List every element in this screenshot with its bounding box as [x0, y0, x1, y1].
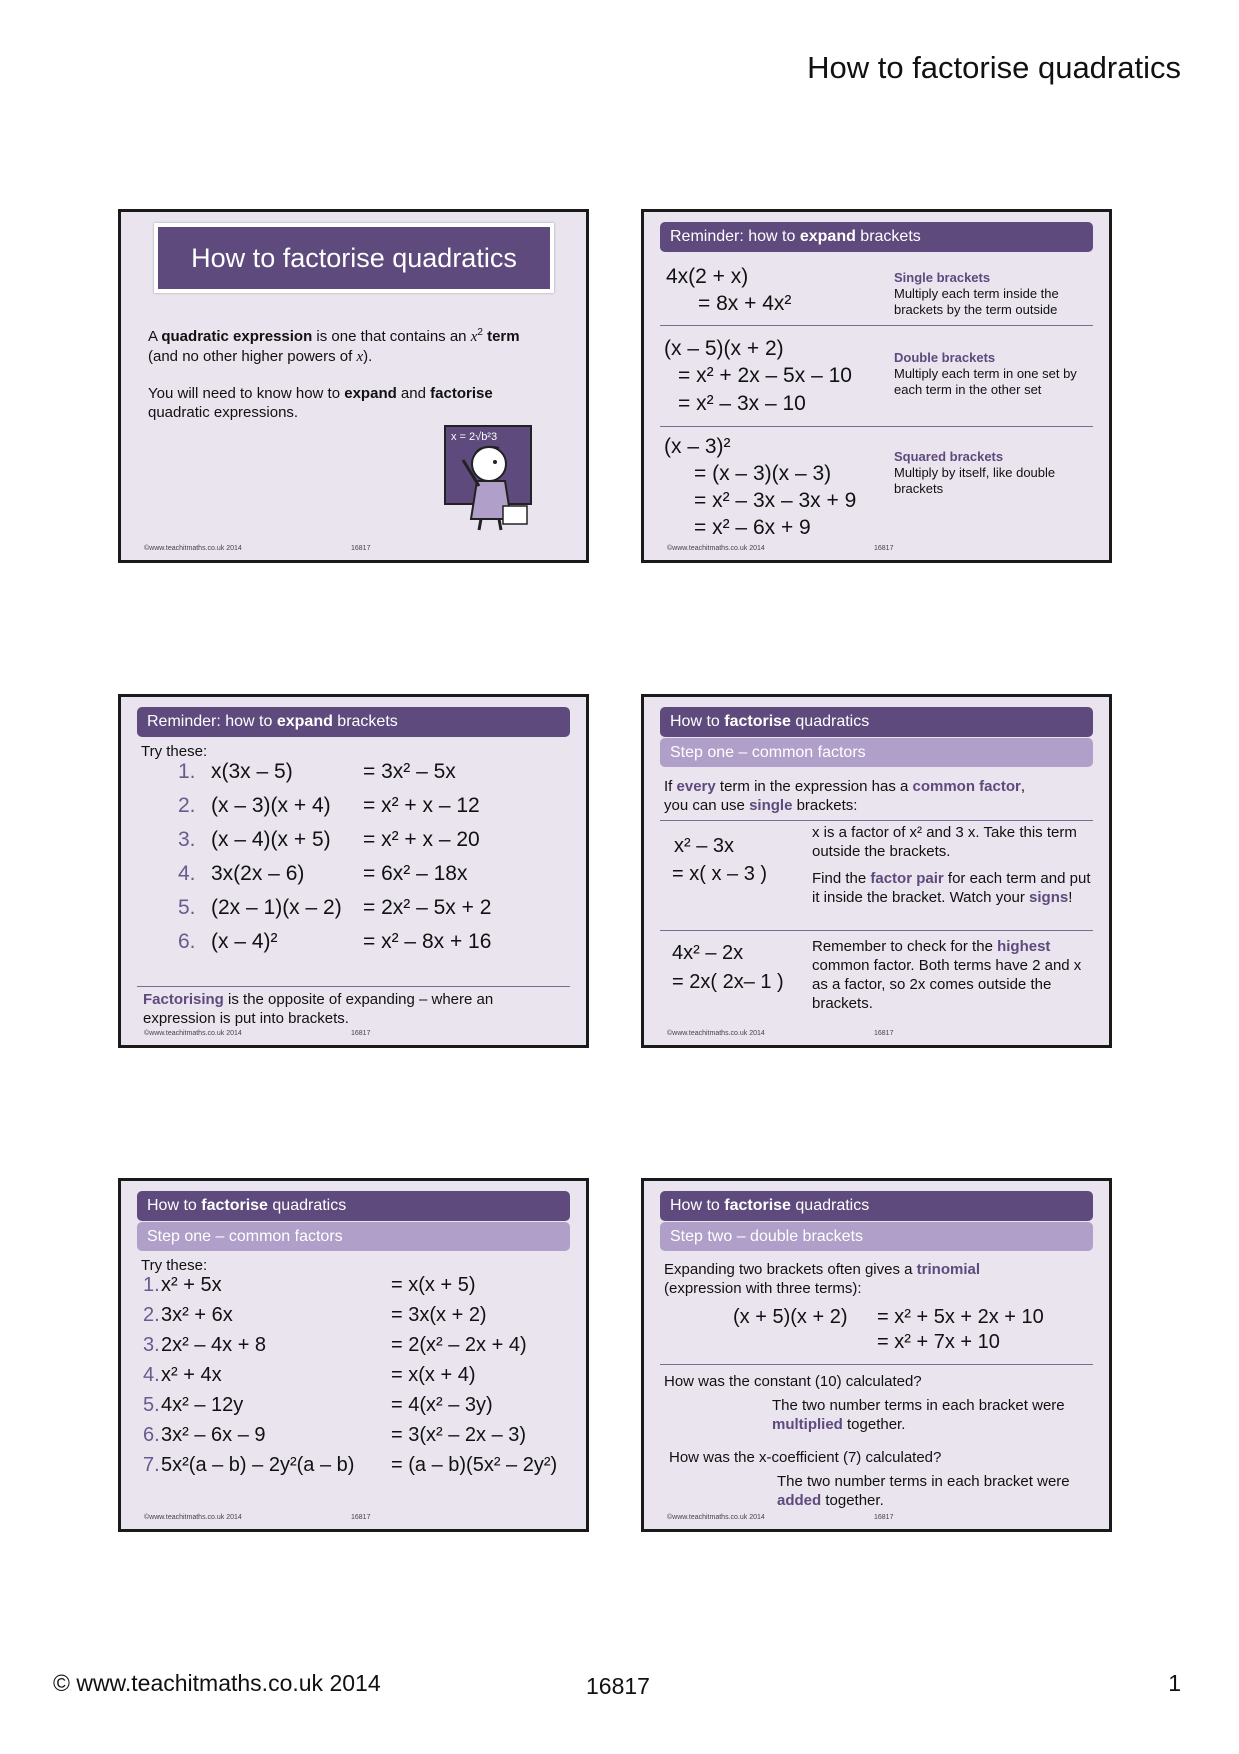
explain-3: Remember to check for the highest common factor. Both terms have 2 and x as a factor, so 2x comes outside the brackets.: [812, 938, 1082, 1012]
slide-footer-copyright: ©www.teachitmaths.co.uk 2014: [144, 545, 242, 552]
exercise-answer: = 2x² – 5x + 2: [363, 896, 492, 919]
page-number: 1: [1168, 1670, 1181, 1696]
exercise-question: (x – 3)(x + 4): [211, 794, 331, 817]
expr-brackets: (x + 5)(x + 2): [733, 1306, 848, 1328]
expr-squared-result: = x² – 6x + 9: [694, 516, 811, 539]
exercise-number: 2.: [178, 794, 196, 817]
divider: [660, 426, 1093, 427]
exercise-question: 3x² + 6x: [161, 1304, 233, 1326]
teacher-illustration: [441, 424, 541, 534]
slide-footer-code: 16817: [351, 1514, 371, 1521]
exercise-question: x² + 5x: [161, 1274, 222, 1296]
exercise-number: 5.: [143, 1394, 160, 1416]
slide-header: How to factorise quadratics: [660, 1191, 1093, 1221]
footer-copyright: © www.teachitmaths.co.uk 2014: [53, 1670, 381, 1696]
question-2: How was the x-coefficient (7) calculated?: [669, 1449, 942, 1466]
slide-header: How to factorise quadratics: [137, 1191, 570, 1221]
exercise-number: 3.: [143, 1334, 160, 1356]
exercise-answer: = x² + x – 12: [363, 794, 480, 817]
expr-squared: (x – 3)²: [664, 435, 731, 458]
exercise-number: 2.: [143, 1304, 160, 1326]
exercise-question: (x – 4)(x + 5): [211, 828, 331, 851]
divider: [660, 325, 1093, 326]
exercise-answer: = 3x(x + 2): [391, 1304, 487, 1326]
expr-2-result: = 2x( 2x– 1 ): [672, 971, 784, 993]
slide-footer-copyright: ©www.teachitmaths.co.uk 2014: [144, 1514, 242, 1521]
exercise-number: 4.: [143, 1364, 160, 1386]
slide-subheader: Step one – common factors: [660, 738, 1093, 767]
expr-double-step: = x² + 2x – 5x – 10: [678, 364, 852, 387]
slide-header: How to factorise quadratics: [660, 707, 1093, 737]
slide-footer-code: 16817: [351, 1030, 371, 1037]
divider: [660, 820, 1093, 821]
exercise-number: 5.: [178, 896, 196, 919]
intro-text: Expanding two brackets often gives a trinomial (expression with three terms):: [664, 1261, 980, 1297]
slide-subheader: Step one – common factors: [137, 1222, 570, 1251]
expr-squared-step2: = x² – 3x – 3x + 9: [694, 489, 857, 512]
slide-3: [118, 694, 589, 1048]
slide-footer-code: 16817: [874, 1030, 894, 1037]
exercise-question: 3x(2x – 6): [211, 862, 305, 885]
intro-text: If every term in the expression has a common factor, you can use single brackets:: [664, 778, 1026, 814]
explain-1: x is a factor of x² and 3 x. Take this term outside the brackets.: [812, 824, 1077, 860]
slide-4: [641, 694, 1112, 1048]
question-1: How was the constant (10) calculated?: [664, 1373, 922, 1390]
slide-subheader: Step two – double brackets: [660, 1222, 1093, 1251]
exercise-answer: = 3(x² – 2x – 3): [391, 1424, 527, 1446]
try-label: Try these:: [141, 743, 208, 760]
try-label: Try these:: [141, 1257, 208, 1274]
answer-1: The two number terms in each bracket were multiplied together.: [772, 1397, 1065, 1433]
slide-footer-copyright: ©www.teachitmaths.co.uk 2014: [144, 1030, 242, 1037]
exercise-number: 7.: [143, 1454, 160, 1476]
exercise-number: 3.: [178, 828, 196, 851]
exercise-answer: = x(x + 5): [391, 1274, 476, 1296]
footer-code: 16817: [586, 1673, 650, 1699]
exercise-answer: = 3x² – 5x: [363, 760, 456, 783]
divider: [660, 930, 1093, 931]
exercise-answer: = 6x² – 18x: [363, 862, 468, 885]
exercise-question: 2x² – 4x + 8: [161, 1334, 267, 1356]
slide-title: How to factorise quadratics: [158, 227, 550, 289]
explain-2: Find the factor pair for each term and put it inside the bracket. Watch your signs!: [812, 870, 1091, 906]
slide-footer-code: 16817: [874, 545, 894, 552]
answer-2: The two number terms in each bracket were added together.: [777, 1473, 1070, 1509]
expr-single: 4x(2 + x): [666, 265, 749, 288]
slide-footer-copyright: ©www.teachitmaths.co.uk 2014: [667, 1514, 765, 1521]
slide-1: [118, 209, 589, 563]
exercise-number: 4.: [178, 862, 196, 885]
expr-simplified: = x² + 7x + 10: [877, 1331, 1000, 1353]
page-title: How to factorise quadratics: [807, 50, 1181, 85]
exercise-question: 5x²(a – b) – 2y²(a – b): [161, 1454, 355, 1476]
exercise-question: 3x² – 6x – 9: [161, 1424, 266, 1446]
expr-2: 4x² – 2x: [672, 942, 744, 964]
exercise-number: 6.: [143, 1424, 160, 1446]
slide-footer-copyright: ©www.teachitmaths.co.uk 2014: [667, 1030, 765, 1037]
exercise-answer: = 2(x² – 2x + 4): [391, 1334, 527, 1356]
slide-title-box: [154, 223, 554, 293]
slide-header: Reminder: how to expand brackets: [137, 707, 570, 737]
exercise-question: x(3x – 5): [211, 760, 293, 783]
expr-1-result: = x( x – 3 ): [672, 863, 768, 885]
expr-double-result: = x² – 3x – 10: [678, 392, 806, 415]
label-squared: Squared brackets Multiply by itself, like double brackets: [894, 449, 1056, 496]
intro-text: You will need to know how to expand and factorise quadratic expressions.: [148, 385, 493, 421]
slide-header: Reminder: how to expand brackets: [660, 222, 1093, 252]
divider: [137, 986, 570, 987]
factorising-definition: Factorising is the opposite of expanding – where an expression is put into brackets.: [143, 991, 494, 1027]
slide-6: [641, 1178, 1112, 1532]
exercise-number: 1.: [178, 760, 196, 783]
expr-single-result: = 8x + 4x²: [698, 292, 792, 315]
exercise-answer: = x² – 8x + 16: [363, 930, 492, 953]
label-single: Single brackets Multiply each term inside the brackets by the term outside: [894, 270, 1059, 317]
expr-expanded: = x² + 5x + 2x + 10: [877, 1306, 1044, 1328]
exercise-number: 1.: [143, 1274, 160, 1296]
exercise-answer: = 4(x² – 3y): [391, 1394, 493, 1416]
slide-5: [118, 1178, 589, 1532]
label-double: Double brackets Multiply each term in one set by each term in the other set: [894, 350, 1077, 397]
exercise-question: x² + 4x: [161, 1364, 222, 1386]
expr-double: (x – 5)(x + 2): [664, 337, 784, 360]
expr-squared-step1: = (x – 3)(x – 3): [694, 462, 832, 485]
definition-text: A quadratic expression is one that contains an $x^2$ term (and no other higher powers of x).: [148, 327, 520, 365]
exercise-question: (2x – 1)(x – 2): [211, 896, 342, 919]
exercise-answer: = x(x + 4): [391, 1364, 476, 1386]
slide-footer-copyright: ©www.teachitmaths.co.uk 2014: [667, 545, 765, 552]
exercise-answer: = x² + x – 20: [363, 828, 480, 851]
slide-footer-code: 16817: [874, 1514, 894, 1521]
divider: [660, 1364, 1093, 1365]
exercise-number: 6.: [178, 930, 196, 953]
slide-footer-code: 16817: [351, 545, 371, 552]
exercise-answer: = (a – b)(5x² – 2y²): [391, 1454, 558, 1476]
slide-2: [641, 209, 1112, 563]
exercise-question: 4x² – 12y: [161, 1394, 244, 1416]
expr-1: x² – 3x: [674, 835, 735, 857]
blackboard-text: x = 2√b²3: [451, 431, 498, 443]
exercise-question: (x – 4)²: [211, 930, 278, 953]
